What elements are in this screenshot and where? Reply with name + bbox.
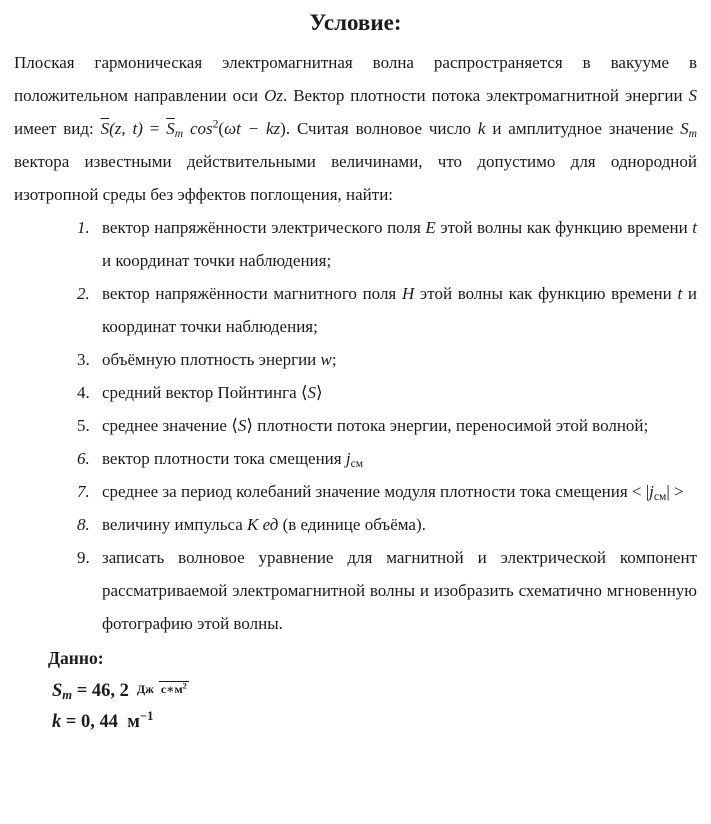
list-item-number: 5.: [77, 416, 90, 435]
given-section: [48, 642, 697, 733]
given-sm-formula: [52, 681, 697, 702]
task-list: [77, 211, 697, 640]
list-item-text: объёмную плотность энергии w;: [102, 350, 337, 369]
list-item: [77, 376, 697, 409]
list-item: [77, 343, 697, 376]
list-item-text: вектор плотности тока смещения $j_{см}$: [102, 449, 364, 470]
problem-statement: Плоская гармоническая электромагнитная волна распространяется в вакууме в положительном направлении оси Oz. Вектор плотности потока электромагнитной энергии S имеет вид: $\overline{S}(z$, $t) = \overline{S}_m$ $\cos^2(\omega t - kz)$. Считая волновое число k и амплитудное значение $S_m$ вектора известными действительными величинами, что допустимо для однородной изотропной среды без эффектов поглощения, найти:: [14, 53, 698, 204]
list-item-text: средний вектор Пойнтинга ⟨S⟩: [102, 383, 323, 402]
list-item-text: вектор напряжённости электрического поля E этой волны как функцию времени t и координат точки наблюдения;: [102, 218, 697, 270]
list-item: [77, 211, 697, 277]
fraction: [135, 683, 189, 697]
list-item-number: 4.: [77, 383, 90, 402]
list-item-text: среднее значение ⟨S⟩ плотности потока энергии, переносимой этой волной;: [102, 416, 649, 435]
list-item-text: среднее за период колебаний значение модуля плотности тока смещения < $|j_{см}|$ >: [102, 482, 684, 503]
list-item-number: 6.: [77, 449, 90, 468]
list-item: [77, 409, 697, 442]
list-item: [77, 442, 697, 475]
given-label: Данно:: [48, 648, 104, 668]
k-formula-text: k = 0, 44 $м^{-1}$: [52, 709, 154, 732]
list-item: [77, 508, 697, 541]
sm-lhs: $S_m = 46$, 2: [52, 681, 129, 703]
list-item-text: величину импульса K ед (в единице объёма).: [102, 515, 426, 534]
list-item-text: записать волновое уравнение для магнитной и электрической компонент рассматриваемой электромагнитной волны и изобразить схематично мгновенную фотографию этой волны.: [102, 548, 697, 633]
fraction-numerator: Дж: [136, 681, 154, 696]
list-item: [77, 277, 697, 343]
page-title: Условие:: [309, 10, 402, 35]
list-item-number: 8.: [77, 515, 90, 534]
list-item-text: вектор напряжённости магнитного поля H этой волны как функцию времени t и координат точки наблюдения;: [102, 284, 698, 336]
list-item-number: 1.: [77, 218, 90, 237]
list-item-number: 3.: [77, 350, 90, 369]
list-item: [77, 475, 697, 508]
fraction-denominator: $с∗м^2$: [160, 681, 187, 696]
list-item-number: 7.: [77, 482, 90, 501]
list-item: [77, 541, 697, 640]
list-item-number: 2.: [77, 284, 90, 303]
list-item-number: 9.: [77, 548, 90, 567]
given-k-formula: [52, 709, 697, 733]
